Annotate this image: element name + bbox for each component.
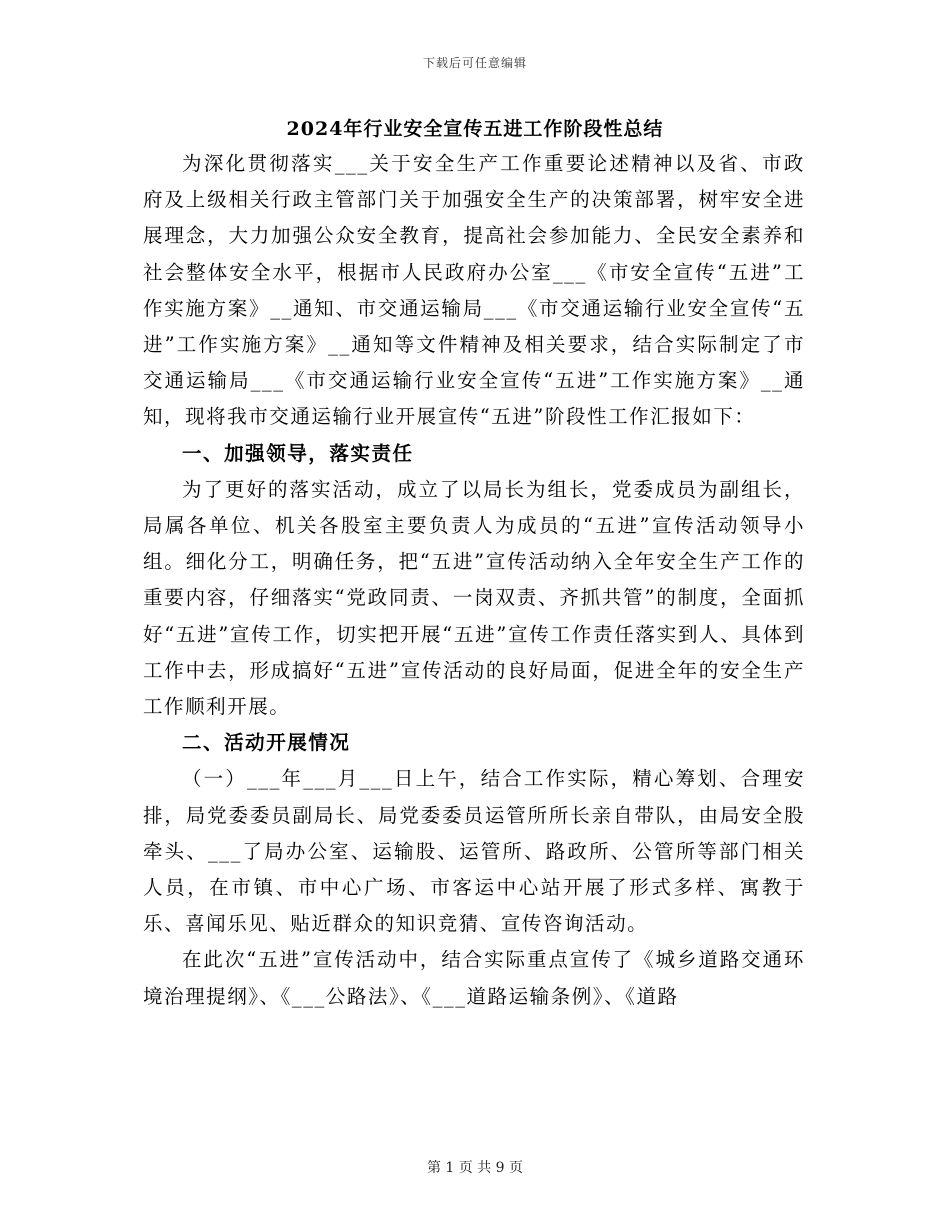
section-1-paragraph: 为了更好的落实活动，成立了以局长为组长，党委成员为副组长，局属各单位、机关各股室主要负责人为成员的“五进”宣传活动领导小组。细化分工，明确任务，把“五进”宣传活动纳入全年安全生产工作的重要内容，仔细落实“党政同责、一岗双责、齐抓共管”的制度，全面抓好“五进”宣传工作，切实把开展“五进”宣传工作责任落实到人、具体到工作中去，形成搞好“五进”宣传活动的良好局面，促进全年的安全生产工作顺利开展。: [143, 477, 805, 719]
document-body: [143, 146, 805, 1015]
page-number-footer: 第 1 页 共 9 页: [426, 1160, 524, 1176]
section-2-heading: 二、活动开展情况: [182, 731, 351, 755]
page-header-note: 下载后可任意编辑: [422, 56, 527, 70]
section-1-heading: 一、加强领导，落实责任: [182, 441, 414, 465]
document-title: 2024年行业安全宣传五进工作阶段性总结: [286, 118, 664, 140]
section-2-paragraph-2: 在此次“五进”宣传活动中，结合实际重点宣传了《城乡道路交通环境治理提纲》、《___公路法》、《___道路运输条例》、《道路: [143, 948, 805, 1008]
intro-paragraph: 为深化贯彻落实___关于安全生产工作重要论述精神以及省、市政府及上级相关行政主管部门关于加强安全生产的决策部署，树牢安全进展理念，大力加强公众安全教育，提高社会参加能力、全民安全素养和社会整体安全水平，根据市人民政府办公室___《市安全宣传“五进”工作实施方案》__通知、市交通运输局___《市交通运输行业安全宣传“五进”工作实施方案》__通知等文件精神及相关要求，结合实际制定了市交通运输局___《市交通运输行业安全宣传“五进”工作实施方案》__通知，现将我市交通运输行业开展宣传“五进”阶段性工作汇报如下：: [143, 152, 805, 429]
section-2-paragraph-1: （一）___年___月___日上午，结合工作实际，精心筹划、合理安排，局党委委员副局长、局党委委员运管所所长亲自带队，由局安全股牵头、___了局办公室、运输股、运管所、路政所、公管所等部门相关人员，在市镇、市中心广场、市客运中心站开展了形式多样、寓教于乐、喜闻乐见、贴近群众的知识竞猜、宣传咨询活动。: [143, 767, 805, 936]
